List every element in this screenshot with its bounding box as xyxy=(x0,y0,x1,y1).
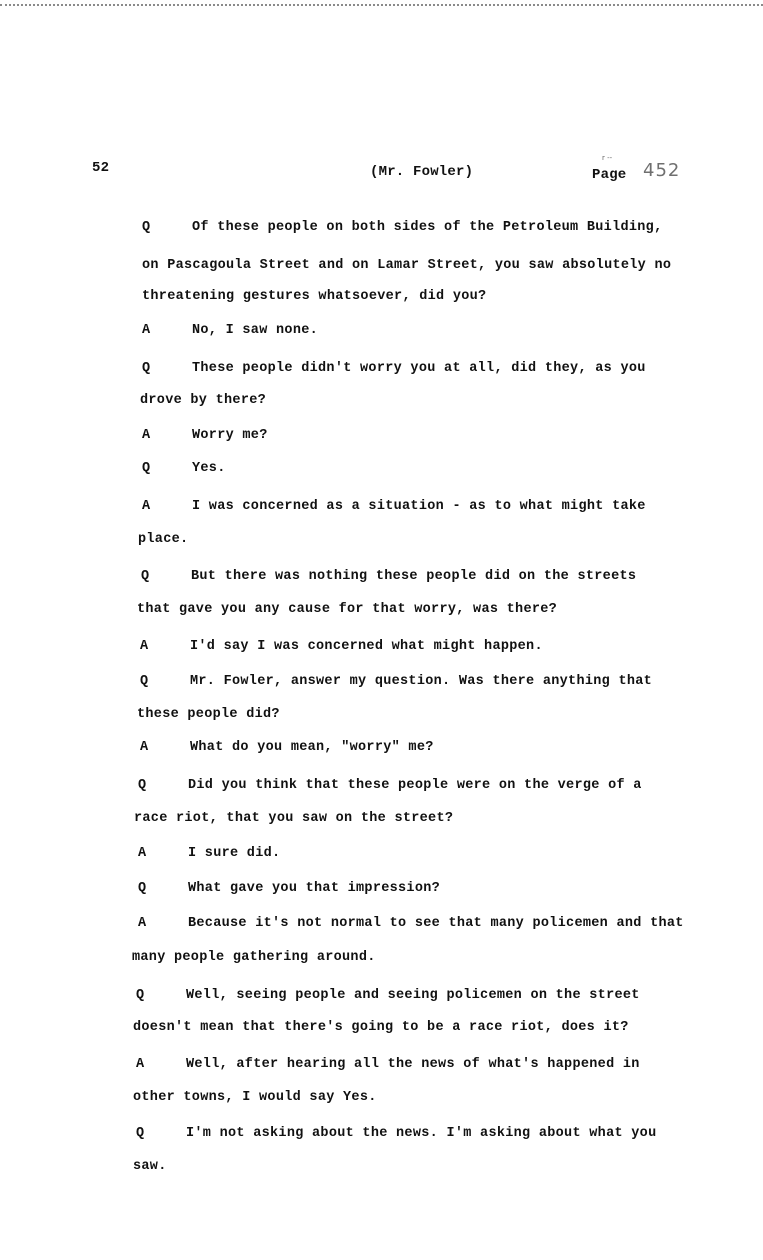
speaker-label: Q xyxy=(138,778,147,793)
speaker-label: Q xyxy=(136,1126,145,1141)
witness-name: (Mr. Fowler) xyxy=(370,164,474,180)
line-text: other towns, I would say Yes. xyxy=(133,1090,377,1105)
line-text: What do you mean, "worry" me? xyxy=(190,740,434,755)
line-text: Mr. Fowler, answer my question. Was there anything that xyxy=(190,674,653,689)
speaker-label: A xyxy=(140,639,149,654)
line-text: these people did? xyxy=(137,707,280,722)
speaker-label: Q xyxy=(142,461,151,476)
speaker-label: A xyxy=(136,1057,145,1072)
speaker-label: A xyxy=(140,740,149,755)
line-text: threatening gestures whatsoever, did you? xyxy=(142,289,487,304)
speaker-label: A xyxy=(142,499,151,514)
line-text: doesn't mean that there's going to be a race riot, does it? xyxy=(133,1020,629,1035)
line-text: race riot, that you saw on the street? xyxy=(134,811,454,826)
speaker-label: A xyxy=(138,846,147,861)
line-text: No, I saw none. xyxy=(192,323,319,338)
line-text: Worry me? xyxy=(192,428,268,443)
line-text: many people gathering around. xyxy=(132,950,376,965)
speaker-label: Q xyxy=(142,361,151,376)
line-text: I was concerned as a situation - as to what might take xyxy=(192,499,646,514)
speaker-label: A xyxy=(142,428,151,443)
line-text: Well, after hearing all the news of what's happened in xyxy=(186,1057,640,1072)
line-text: I'm not asking about the news. I'm asking about what you xyxy=(186,1126,657,1141)
speaker-label: A xyxy=(138,916,147,931)
page-top-edge xyxy=(0,0,763,6)
stamp-page-number: 452 xyxy=(643,160,681,181)
speaker-label: A xyxy=(142,323,151,338)
line-text: What gave you that impression? xyxy=(188,881,441,896)
line-text: Did you think that these people were on the verge of a xyxy=(188,778,642,793)
line-text: I'd say I was concerned what might happen. xyxy=(190,639,543,654)
speaker-label: Q xyxy=(138,881,147,896)
line-text: place. xyxy=(138,532,189,547)
line-text: that gave you any cause for that worry, was there? xyxy=(137,602,558,617)
line-text: But there was nothing these people did on the streets xyxy=(191,569,637,584)
page-number: 52 xyxy=(92,160,110,176)
line-text: Of these people on both sides of the Petroleum Building, xyxy=(192,220,663,235)
line-text: Yes. xyxy=(192,461,226,476)
speaker-label: Q xyxy=(141,569,150,584)
line-text: on Pascagoula Street and on Lamar Street, you saw absolutely no xyxy=(142,258,672,273)
line-text: drove by there? xyxy=(140,393,267,408)
speaker-label: Q xyxy=(136,988,145,1003)
line-text: I sure did. xyxy=(188,846,281,861)
line-text: These people didn't worry you at all, did they, as you xyxy=(192,361,646,376)
speaker-label: Q xyxy=(142,220,151,235)
line-text: Because it's not normal to see that many policemen and that xyxy=(188,916,684,931)
speaker-label: Q xyxy=(140,674,149,689)
line-text: saw. xyxy=(133,1159,167,1174)
page-label: Page xyxy=(592,167,627,183)
stamp-mark: r -- xyxy=(602,154,613,162)
line-text: Well, seeing people and seeing policemen on the street xyxy=(186,988,640,1003)
